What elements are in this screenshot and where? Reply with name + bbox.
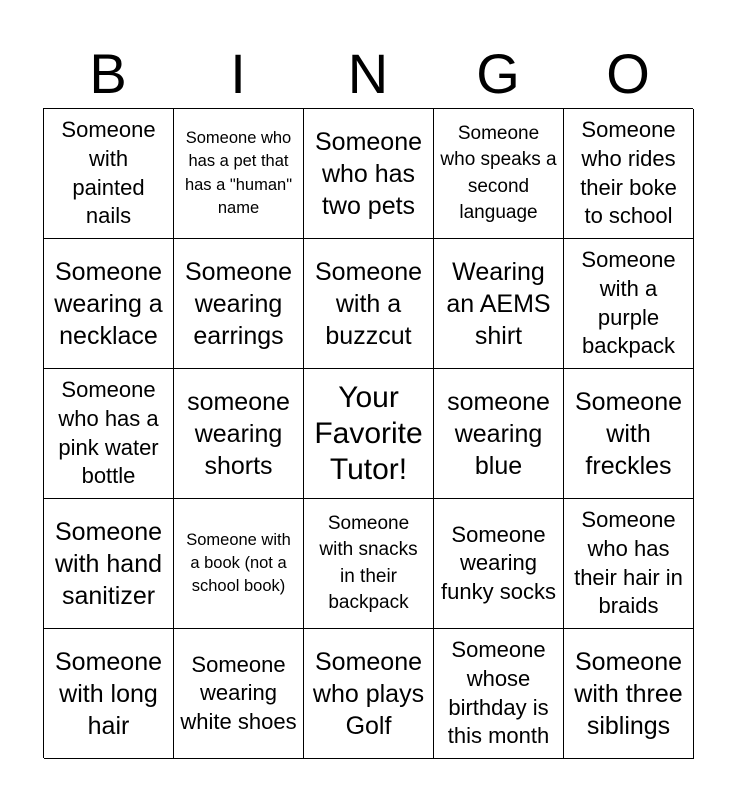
header-letter-n: N xyxy=(347,42,389,105)
cell-text: Someone wearing white shoes xyxy=(180,651,297,734)
header-letter-g: G xyxy=(476,42,520,105)
cell-text: Someone with a book (not a school book) xyxy=(186,530,291,596)
bingo-cell[interactable] xyxy=(434,499,564,629)
bingo-cell[interactable] xyxy=(44,109,174,239)
cell-text: Wearing an AEMS shirt xyxy=(446,257,551,350)
cell-text: Someone wearing funky socks xyxy=(441,521,556,604)
bingo-cell-free[interactable] xyxy=(304,369,434,499)
cell-text: Someone who has a pink water bottle xyxy=(58,377,159,489)
cell-text: Someone who has a pet that has a "human" name xyxy=(184,129,293,217)
cell-text: Someone wearing a necklace xyxy=(54,257,163,350)
header-letter-b: B xyxy=(89,42,127,105)
bingo-cell[interactable] xyxy=(434,109,564,239)
bingo-cell[interactable] xyxy=(304,499,434,629)
bingo-cell[interactable] xyxy=(304,629,434,759)
cell-text: Someone with hand sanitizer xyxy=(54,517,163,610)
bingo-cell[interactable] xyxy=(174,499,304,629)
bingo-cell[interactable] xyxy=(434,369,564,499)
bingo-cell[interactable] xyxy=(564,499,694,629)
bingo-cell[interactable] xyxy=(434,629,564,759)
cell-text: Someone who plays Golf xyxy=(312,647,425,740)
cell-text: Someone who has their hair in braids xyxy=(574,507,683,619)
cell-text: Someone with freckles xyxy=(574,387,683,480)
bingo-grid xyxy=(43,108,693,758)
cell-text: Someone with snacks in their backpack xyxy=(319,513,418,613)
header-letter-i: I xyxy=(230,42,246,105)
cell-text: Someone wearing earrings xyxy=(184,257,293,350)
bingo-cell[interactable] xyxy=(174,369,304,499)
bingo-cell[interactable] xyxy=(434,239,564,369)
bingo-cell[interactable] xyxy=(564,369,694,499)
cell-text: Your Favorite Tutor! xyxy=(314,380,423,486)
bingo-cell[interactable] xyxy=(44,629,174,759)
bingo-cell[interactable] xyxy=(304,239,434,369)
cell-text: Someone with a purple backpack xyxy=(581,247,676,359)
cell-text: Someone with a buzzcut xyxy=(314,257,423,350)
bingo-cell[interactable] xyxy=(564,109,694,239)
bingo-cell[interactable] xyxy=(174,239,304,369)
bingo-cell[interactable] xyxy=(174,629,304,759)
bingo-cell[interactable] xyxy=(44,499,174,629)
bingo-cell[interactable] xyxy=(44,369,174,499)
bingo-cell[interactable] xyxy=(44,239,174,369)
bingo-cell[interactable] xyxy=(304,109,434,239)
header-letter-o: O xyxy=(606,42,650,105)
cell-text: Someone who has two pets xyxy=(314,127,423,220)
bingo-cell[interactable] xyxy=(564,239,694,369)
cell-text: Someone with three siblings xyxy=(574,647,683,740)
cell-text: Someone who speaks a second language xyxy=(440,123,557,223)
bingo-cell[interactable] xyxy=(174,109,304,239)
bingo-cell[interactable] xyxy=(564,629,694,759)
cell-text: Someone with painted nails xyxy=(61,117,156,229)
bingo-header xyxy=(43,40,693,108)
cell-text: Someone who rides their boke to school xyxy=(580,117,677,229)
cell-text: someone wearing blue xyxy=(447,387,550,480)
cell-text: Someone whose birthday is this month xyxy=(447,637,550,749)
cell-text: Someone with long hair xyxy=(54,647,163,740)
cell-text: someone wearing shorts xyxy=(187,387,290,480)
